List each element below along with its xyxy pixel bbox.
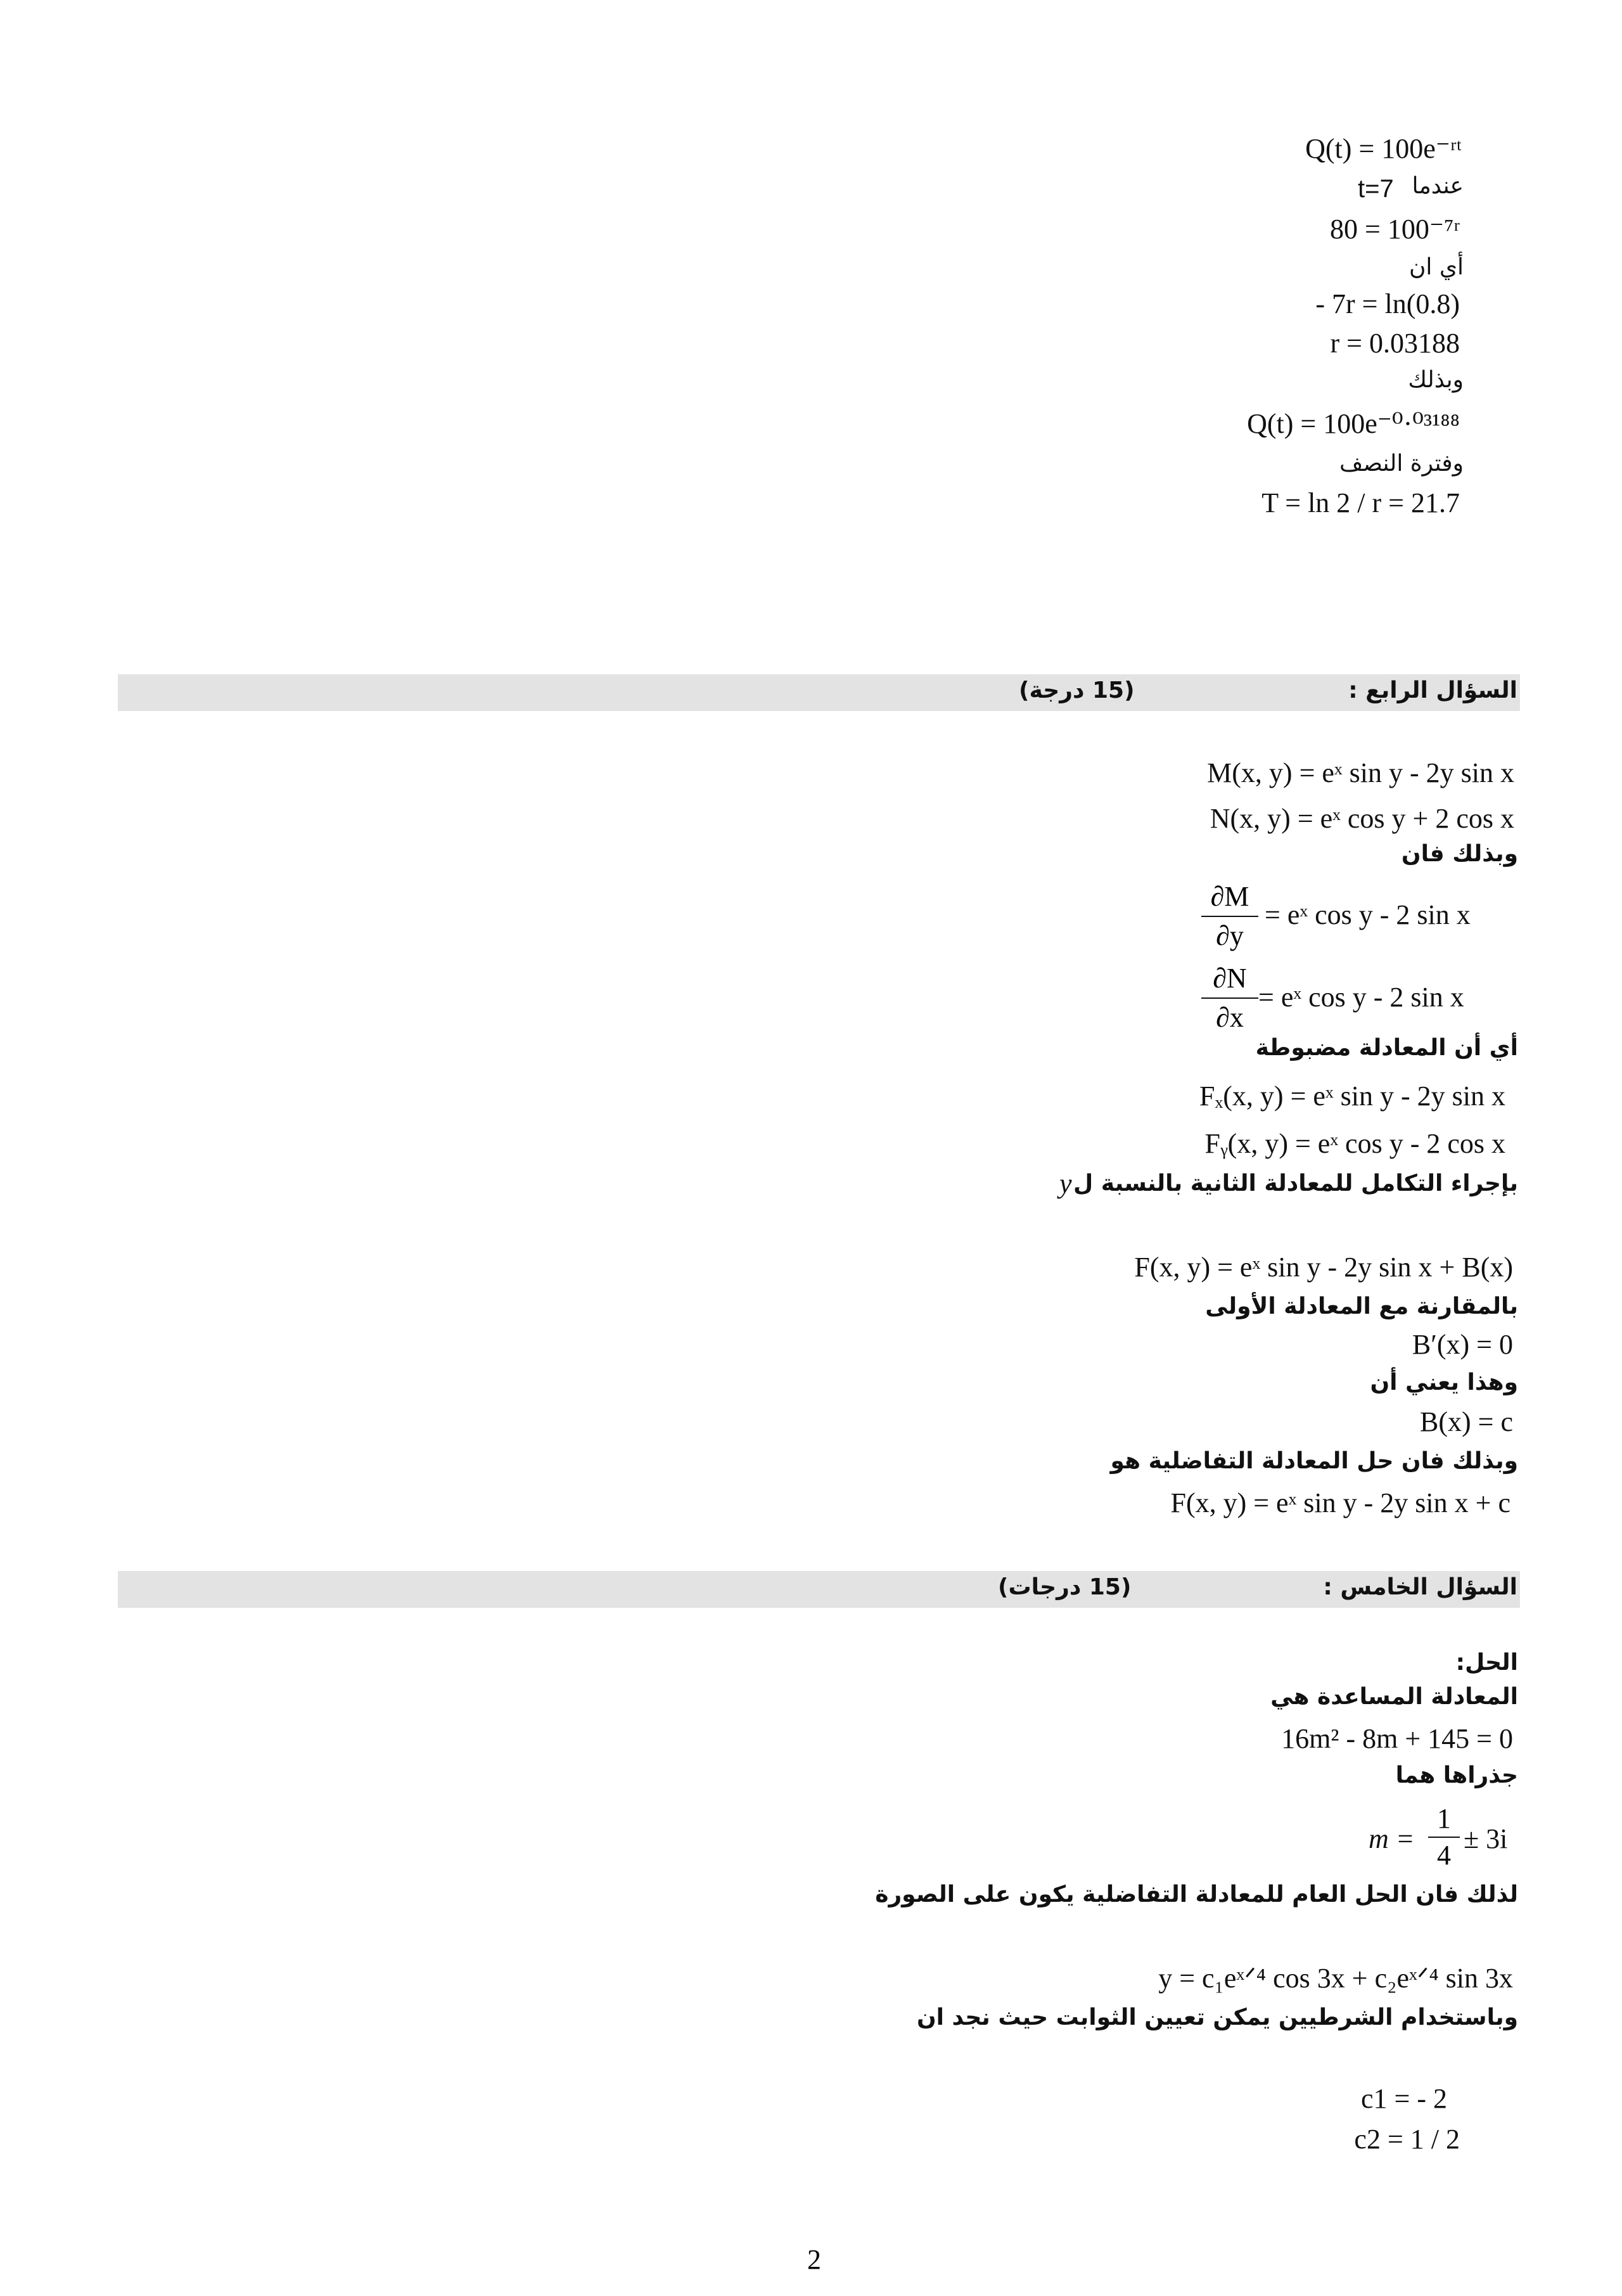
aux-label: المعادلة المساعدة هي xyxy=(1270,1684,1518,1710)
equation-q: Q(t) = 100e⁻ʳᵗ xyxy=(1305,133,1462,164)
equation-Fy: Fᵧ(x, y) = eˣ cos y - 2 cos x xyxy=(1204,1128,1505,1159)
q4-points: (15 درجة) xyxy=(1019,677,1135,703)
dM-dy-fraction xyxy=(1201,883,1258,950)
equation-B2: B(x) = c xyxy=(1420,1406,1513,1437)
q5-header-band xyxy=(118,1571,1520,1608)
dN-rhs: = eˣ cos y - 2 sin x xyxy=(1258,982,1464,1013)
dN-dx-fraction xyxy=(1201,965,1258,1032)
equation-M: M(x, y) = eˣ sin y - 2y sin x xyxy=(1207,757,1514,788)
m-rhs: ± 3i xyxy=(1464,1823,1508,1854)
q5-points: (15 درجات) xyxy=(998,1574,1132,1600)
equation-N: N(x, y) = eˣ cos y + 2 cos x xyxy=(1210,803,1514,834)
fraction-numerator: 1 xyxy=(1428,1805,1460,1838)
equation-Fx: Fₓ(x, y) = eˣ sin y - 2y sin x xyxy=(1199,1081,1505,1112)
that-is-label: أي ان xyxy=(1408,254,1464,280)
thus-label: وبذلك xyxy=(1408,367,1464,393)
dM-numerator: ∂M xyxy=(1201,883,1258,917)
roots-label: جذراها هما xyxy=(1395,1762,1518,1788)
when-label xyxy=(1412,172,1464,200)
dM-denominator: ∂y xyxy=(1216,920,1244,951)
integrate-label: بإجراء التكامل للمعادلة الثانية بالنسبة ل xyxy=(1073,1170,1518,1196)
m-lhs: m = xyxy=(1369,1823,1415,1854)
exact-label: أي أن المعادلة مضبوطة xyxy=(1255,1035,1518,1061)
t-value: t=7 xyxy=(1358,175,1394,203)
compare-label: بالمقارنة مع المعادلة الأولى xyxy=(1205,1293,1518,1319)
dN-numerator: ∂N xyxy=(1201,965,1258,999)
page-number: 2 xyxy=(807,2244,821,2275)
means-label: وهذا يعني أن xyxy=(1370,1369,1518,1395)
fraction-denominator: 4 xyxy=(1437,1840,1451,1871)
equation-r: r = 0.03188 xyxy=(1330,328,1460,359)
integrate-variable: y xyxy=(1059,1168,1072,1199)
equation-T: T = ln 2 / r = 21.7 xyxy=(1261,487,1460,518)
q4-title: السؤال الرابع : xyxy=(1348,677,1517,703)
quarter-fraction xyxy=(1428,1805,1460,1870)
equation-ln: - 7r = ln(0.8) xyxy=(1315,288,1460,319)
equation-80: 80 = 100⁻⁷ʳ xyxy=(1330,214,1460,245)
dN-denominator: ∂x xyxy=(1216,1002,1244,1033)
when-text: عندما xyxy=(1412,173,1464,199)
q5-title: السؤال الخامس : xyxy=(1323,1574,1517,1600)
q4-header-band xyxy=(118,674,1520,711)
equation-B1: B′(x) = 0 xyxy=(1412,1329,1513,1360)
then-label: وبذلك فان xyxy=(1401,841,1518,867)
solution-is-label: وبذلك فان حل المعادلة التفاضلية هو xyxy=(1110,1448,1518,1474)
equation-c1: c1 = - 2 xyxy=(1361,2083,1447,2114)
solution-label: الحل: xyxy=(1455,1650,1518,1676)
equation-F1: F(x, y) = eˣ sin y - 2y sin x + B(x) xyxy=(1134,1252,1513,1283)
dM-rhs: = eˣ cos y - 2 sin x xyxy=(1265,899,1471,930)
half-life-label: وفترة النصف xyxy=(1339,451,1464,477)
equation-y: y = c₁eˣᐟ⁴ cos 3x + c₂eˣᐟ⁴ sin 3x xyxy=(1158,1963,1513,1994)
general-label: لذلك فان الحل العام للمعادلة التفاضلية يكون على الصورة xyxy=(875,1882,1518,1908)
equation-q2: Q(t) = 100e⁻⁰·⁰³¹⁸⁸ xyxy=(1247,408,1460,439)
equation-c2: c2 = 1 / 2 xyxy=(1354,2124,1460,2155)
equation-F2: F(x, y) = eˣ sin y - 2y sin x + c xyxy=(1170,1487,1510,1518)
equation-aux: 16m² - 8m + 145 = 0 xyxy=(1281,1723,1513,1754)
conditions-label: وباستخدام الشرطيين يمكن تعيين الثوابت حيث نجد ان xyxy=(916,2004,1518,2030)
